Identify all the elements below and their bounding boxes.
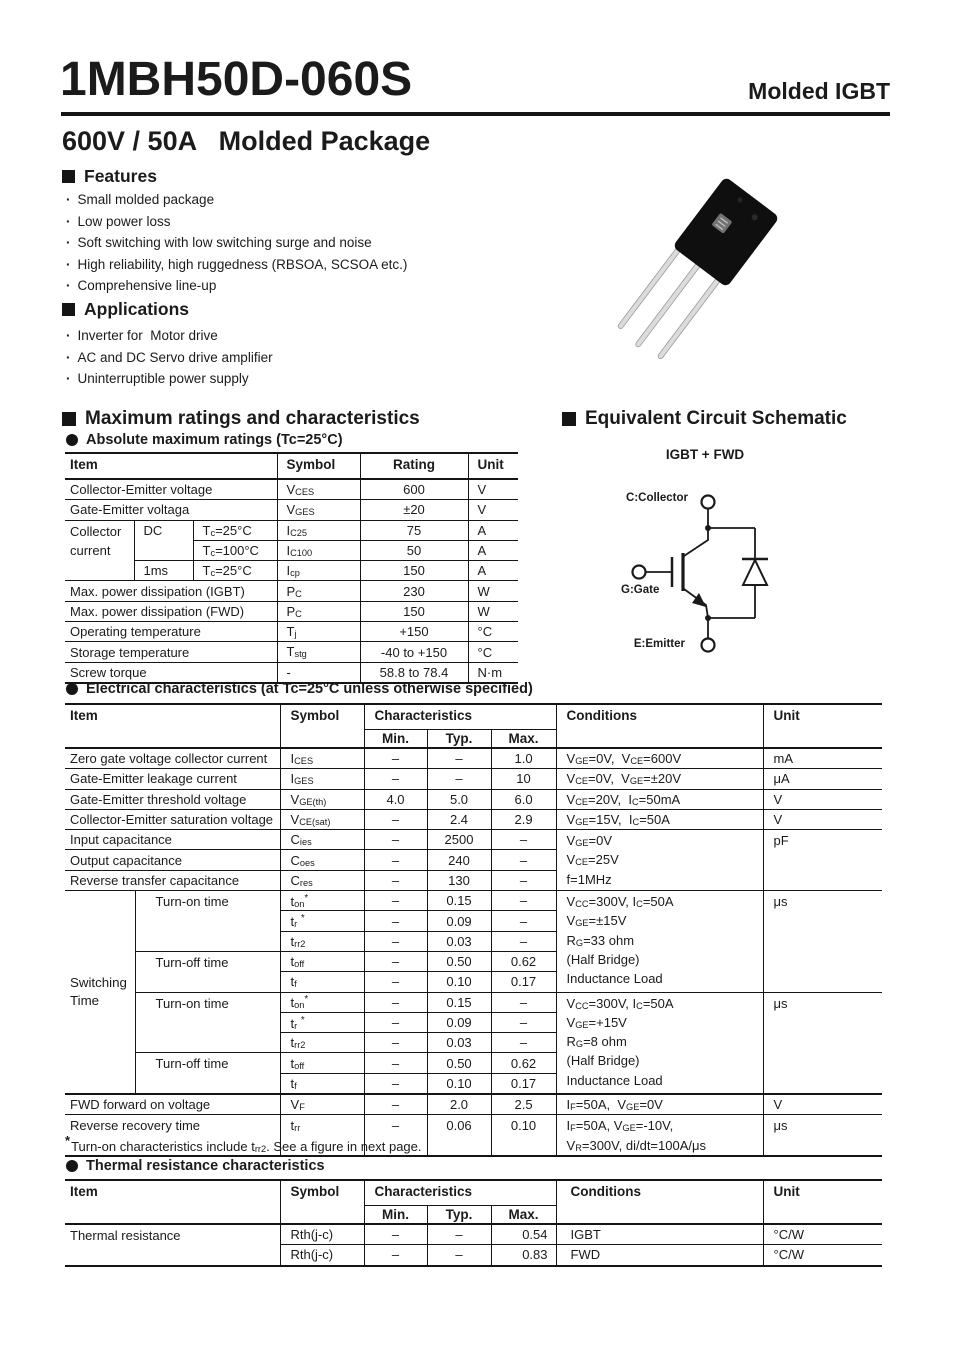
cell-symbol: ton* (280, 891, 364, 911)
cell-min: – (364, 1115, 427, 1156)
thermal-resistance-table (65, 1179, 882, 1267)
cell-max: 0.62 (491, 951, 556, 971)
cell-max: 0.62 (491, 1053, 556, 1073)
cell-min: – (364, 870, 427, 890)
table-row (65, 789, 882, 809)
emitter-terminal (702, 639, 715, 652)
cell-symbol: Rth(j-c) (280, 1224, 364, 1245)
cell-symbol: toff (280, 951, 364, 971)
cell-typ: 0.03 (427, 1033, 491, 1053)
condition-line: VGE=±15V (566, 913, 627, 929)
cell-unit: V (763, 1094, 882, 1115)
product-type-label: Molded IGBT (748, 78, 890, 104)
electrical-characteristics-table (65, 703, 882, 1157)
cell-item: Gate-Emitter voltaga (65, 500, 277, 520)
cell-conditions: VCE=0V, VGE=±20V (556, 769, 763, 789)
cell-unit: μA (763, 769, 882, 789)
cell-typ: 2.4 (427, 809, 491, 829)
abs-max-subsection-header (66, 432, 343, 448)
footnote-asterisk: * (65, 1133, 71, 1148)
footnote-text: Turn-on characteristics include trr2. See a figure in next page. (71, 1138, 422, 1154)
col-header-max: Max. (491, 1206, 556, 1225)
col-header-unit: Unit (763, 1180, 882, 1224)
cell-rating: 75 (360, 520, 468, 540)
applications-title: Applications (84, 299, 190, 319)
max-ratings-section-header (62, 408, 420, 430)
max-ratings-title: Maximum ratings and characteristics (85, 408, 420, 429)
cell-max: – (491, 870, 556, 890)
cell-conditions: VGE=0V, VCE=600V (556, 748, 763, 769)
cell-symbol: VF (280, 1094, 364, 1115)
cell-typ: 240 (427, 850, 491, 870)
features-section-header (62, 166, 157, 187)
cell-min: – (364, 891, 427, 911)
cell-conditions: FWD (556, 1245, 763, 1266)
cell-unit: V (763, 789, 882, 809)
list-item: · Comprehensive line-up (66, 275, 407, 297)
cell-rating: ±20 (360, 500, 468, 520)
features-title: Features (84, 166, 157, 186)
col-header-max: Max. (491, 730, 556, 749)
cell-unit: A (468, 540, 518, 560)
cell-typ: 2500 (427, 830, 491, 850)
condition-line: (Half Bridge) (566, 1053, 640, 1069)
cell-symbol: Cies (280, 830, 364, 850)
cell-max: – (491, 992, 556, 1012)
cell-symbol: IC25 (277, 520, 360, 540)
section-bullet-icon (66, 683, 78, 695)
cell-item-sub1: 1ms (134, 561, 193, 581)
cell-min: – (364, 1094, 427, 1115)
cell-typ: – (427, 748, 491, 769)
table-row (65, 642, 518, 662)
cell-symbol: Icp (277, 561, 360, 581)
table-row (65, 830, 882, 850)
condition-line: Inductance Load (566, 1072, 663, 1088)
package-lead (657, 277, 721, 360)
cell-max: 2.9 (491, 809, 556, 829)
cell-unit: pF (763, 830, 882, 891)
cell-max: – (491, 850, 556, 870)
col-header-item: Item (65, 1180, 280, 1224)
condition-line: IF=50A, VGE=-10V, (566, 1118, 674, 1134)
cell-symbol: Rth(j-c) (280, 1245, 364, 1266)
cell-item: Collector current (65, 520, 134, 581)
cell-item: Screw torque (65, 662, 277, 683)
cell-min: – (364, 1224, 427, 1245)
cell-rating: 230 (360, 581, 468, 601)
cell-item: Zero gate voltage collector current (65, 748, 280, 769)
cell-max: – (491, 931, 556, 951)
cell-rating: -40 to +150 (360, 642, 468, 662)
cell-symbol: tf (280, 972, 364, 992)
cell-symbol: toff (280, 1053, 364, 1073)
cell-conditions: IGBT (556, 1224, 763, 1245)
gate-terminal (633, 566, 646, 579)
cell-symbol: trr2 (280, 931, 364, 951)
cell-min: – (364, 951, 427, 971)
cell-symbol: VGE(th) (280, 789, 364, 809)
col-header-typ: Typ. (427, 1206, 491, 1225)
cell-unit: °C (468, 622, 518, 642)
cell-symbol: ton* (280, 992, 364, 1012)
cell-min: – (364, 1033, 427, 1053)
cell-typ: 0.10 (427, 972, 491, 992)
cell-typ: 0.15 (427, 891, 491, 911)
cell-unit: W (468, 581, 518, 601)
thermal-subsection-header (66, 1158, 325, 1174)
cell-typ: 130 (427, 870, 491, 890)
package-body (672, 176, 779, 287)
cell-symbol: PC (277, 601, 360, 621)
condition-line: f=1MHz (566, 871, 612, 887)
cell-item: Storage temperature (65, 642, 277, 662)
cell-min: – (364, 850, 427, 870)
cell-min: – (364, 972, 427, 992)
cell-unit: V (763, 809, 882, 829)
cell-symbol: trr2 (280, 1033, 364, 1053)
table-row (65, 1094, 882, 1115)
cell-conditions (556, 891, 763, 992)
cell-symbol: tr * (280, 911, 364, 931)
cell-symbol: - (277, 662, 360, 683)
cell-typ: 0.09 (427, 1012, 491, 1032)
table-row (65, 809, 882, 829)
table-row (65, 581, 518, 601)
schematic-variant-label: IGBT + FWD (665, 447, 745, 462)
table-header-row (65, 1180, 882, 1206)
cell-min: – (364, 809, 427, 829)
collector-label: C:Collector (626, 492, 688, 504)
diode-triangle (743, 560, 767, 585)
cell-min: – (364, 748, 427, 769)
cell-min: – (364, 1012, 427, 1032)
title-rule (61, 112, 890, 116)
cell-rating: 150 (360, 561, 468, 581)
abs-max-title: Absolute maximum ratings (Tc=25°C) (86, 432, 343, 448)
cell-min: – (364, 911, 427, 931)
cell-symbol: PC (277, 581, 360, 601)
cell-min: – (364, 769, 427, 789)
cell-item: Thermal resistance (65, 1224, 280, 1266)
cell-unit: μs (763, 891, 882, 992)
cell-typ: 0.50 (427, 951, 491, 971)
col-header-symbol: Symbol (280, 704, 364, 748)
col-header-characteristics: Characteristics (364, 1180, 556, 1206)
applications-list (66, 325, 273, 390)
table-row (65, 520, 518, 540)
cell-symbol: tr * (280, 1012, 364, 1032)
col-header-rating: Rating (360, 453, 468, 479)
col-header-unit: Unit (763, 704, 882, 748)
cell-max: – (491, 1012, 556, 1032)
section-square-icon (62, 170, 75, 183)
cell-symbol: VCES (277, 479, 360, 500)
cell-unit: V (468, 500, 518, 520)
cell-item-sub: Turn-on time (135, 992, 280, 1053)
subtitle: 600V / 50A Molded Package (62, 126, 431, 156)
package-lead (635, 262, 702, 348)
cell-rating: 150 (360, 601, 468, 621)
cell-rating: 600 (360, 479, 468, 500)
cell-symbol: tf (280, 1073, 364, 1094)
cell-conditions (556, 830, 763, 891)
schematic-title: Equivalent Circuit Schematic (585, 408, 847, 429)
condition-line: VCE=25V (566, 852, 619, 868)
section-square-icon (562, 412, 576, 426)
table-row (65, 769, 882, 789)
cell-unit: μs (763, 1115, 882, 1156)
col-header-item: Item (65, 704, 280, 748)
cell-item: Collector-Emitter voltage (65, 479, 277, 500)
table-header-row (65, 704, 882, 730)
condition-line: VGE=+15V (566, 1014, 627, 1030)
cell-symbol: IGES (280, 769, 364, 789)
cell-unit: W (468, 601, 518, 621)
col-header-characteristics: Characteristics (364, 704, 556, 730)
col-header-conditions: Conditions (556, 704, 763, 748)
package-photo (600, 158, 910, 393)
gate-label: G:Gate (621, 584, 660, 596)
cell-min: 4.0 (364, 789, 427, 809)
cell-item: Reverse transfer capacitance (65, 870, 280, 890)
cell-conditions (556, 1115, 763, 1156)
cell-item: Reverse recovery time (65, 1115, 280, 1156)
cell-max: – (491, 911, 556, 931)
cell-max: – (491, 891, 556, 911)
schematic-section-header (562, 408, 847, 430)
cell-max: 6.0 (491, 789, 556, 809)
cell-item: Output capacitance (65, 850, 280, 870)
cell-min: – (364, 830, 427, 850)
cell-item: Max. power dissipation (IGBT) (65, 581, 277, 601)
cell-item-sub2: Tc=100°C (193, 540, 277, 560)
cell-min: – (364, 1073, 427, 1094)
cell-item-sub2: Tc=25°C (193, 561, 277, 581)
electrical-subsection-header (66, 681, 533, 697)
cell-typ: – (427, 769, 491, 789)
cell-item: Gate-Emitter threshold voltage (65, 789, 280, 809)
abs-max-ratings-table (65, 452, 518, 684)
cell-symbol: VCE(sat) (280, 809, 364, 829)
cell-rating: 50 (360, 540, 468, 560)
page-title: 1MBH50D-060S (60, 53, 413, 106)
condition-line: RG=33 ohm (566, 932, 635, 948)
cell-rating: +150 (360, 622, 468, 642)
table-row (65, 479, 518, 500)
cell-max: 0.10 (491, 1115, 556, 1156)
footnote (65, 1133, 422, 1154)
list-item: · Inverter for Motor drive (66, 325, 273, 347)
cell-typ: 0.15 (427, 992, 491, 1012)
cell-min: – (364, 992, 427, 1012)
cell-unit: V (468, 479, 518, 500)
cell-max: 0.17 (491, 1073, 556, 1094)
col-header-conditions: Conditions (556, 1180, 763, 1224)
cell-max: 10 (491, 769, 556, 789)
table-row (65, 601, 518, 621)
table-row (65, 1224, 882, 1245)
cell-symbol: VGES (277, 500, 360, 520)
list-item: · Small molded package (66, 189, 407, 211)
cell-symbol: ICES (280, 748, 364, 769)
emitter-label: E:Emitter (633, 638, 685, 650)
cell-symbol: Tstg (277, 642, 360, 662)
table-row (65, 748, 882, 769)
table-row (65, 662, 518, 683)
col-header-min: Min. (364, 1206, 427, 1225)
cell-max: 0.83 (491, 1245, 556, 1266)
emitter-arrow (692, 593, 706, 607)
col-header-symbol: Symbol (280, 1180, 364, 1224)
cell-conditions: VCE=20V, IC=50mA (556, 789, 763, 809)
section-bullet-icon (66, 434, 78, 446)
cell-min: – (364, 1245, 427, 1266)
cell-min: – (364, 1053, 427, 1073)
condition-line: VCC=300V, IC=50A (566, 995, 674, 1011)
condition-line: RG=8 ohm (566, 1034, 627, 1050)
cell-min: – (364, 931, 427, 951)
col-header-item: Item (65, 453, 277, 479)
cell-rating: 58.8 to 78.4 (360, 662, 468, 683)
table-row (65, 622, 518, 642)
cell-symbol: Coes (280, 850, 364, 870)
cell-item-sub: Turn-on time (135, 891, 280, 952)
section-square-icon (62, 303, 75, 316)
cell-symbol: Cres (280, 870, 364, 890)
cell-typ: – (427, 1245, 491, 1266)
collector-terminal (702, 496, 715, 509)
cell-symbol: trr (280, 1115, 364, 1156)
cell-max: 2.5 (491, 1094, 556, 1115)
cell-typ: 2.0 (427, 1094, 491, 1115)
cell-conditions (556, 992, 763, 1094)
cell-conditions: VGE=15V, IC=50A (556, 809, 763, 829)
cell-typ: 0.03 (427, 931, 491, 951)
list-item: · Low power loss (66, 211, 407, 233)
cell-item: Collector-Emitter saturation voltage (65, 809, 280, 829)
cell-unit: °C/W (763, 1224, 882, 1245)
cell-unit: A (468, 520, 518, 540)
cell-typ: 0.50 (427, 1053, 491, 1073)
table-row (65, 891, 882, 911)
cell-unit: N·m (468, 662, 518, 683)
electrical-title: Electrical characteristics (at Tc=25°C unless otherwise specified) (86, 681, 533, 697)
cell-max: 0.17 (491, 972, 556, 992)
cell-symbol: Tj (277, 622, 360, 642)
cell-typ: 0.06 (427, 1115, 491, 1156)
condition-line: (Half Bridge) (566, 951, 640, 967)
cell-unit: °C (468, 642, 518, 662)
thermal-title: Thermal resistance characteristics (86, 1158, 325, 1174)
applications-section-header (62, 299, 189, 320)
features-list (66, 189, 407, 297)
cell-unit: μs (763, 992, 882, 1094)
cell-symbol: IC100 (277, 540, 360, 560)
cell-item-sub2: Tc=25°C (193, 520, 277, 540)
section-square-icon (62, 412, 76, 426)
cell-item-sub: Turn-off time (135, 951, 280, 992)
col-header-unit: Unit (468, 453, 518, 479)
list-item: · Soft switching with low switching surge and noise (66, 232, 407, 254)
condition-line: VR=300V, di/dt=100A/μs (566, 1137, 706, 1153)
cell-unit: °C/W (763, 1245, 882, 1266)
col-header-typ: Typ. (427, 730, 491, 749)
cell-max: – (491, 1033, 556, 1053)
list-item: · High reliability, high ruggedness (RBSOA, SCSOA etc.) (66, 254, 407, 276)
cell-item-sub: Turn-off time (135, 1053, 280, 1094)
cell-item: Operating temperature (65, 622, 277, 642)
cell-item-sub1: DC (134, 520, 193, 561)
cell-typ: 0.09 (427, 911, 491, 931)
cell-item: FWD forward on voltage (65, 1094, 280, 1115)
cell-item: Input capacitance (65, 830, 280, 850)
table-header-row (65, 453, 518, 479)
cell-max: 0.54 (491, 1224, 556, 1245)
col-header-min: Min. (364, 730, 427, 749)
cell-typ: 0.10 (427, 1073, 491, 1094)
cell-item: Max. power dissipation (FWD) (65, 601, 277, 621)
package-lead (617, 247, 681, 330)
table-row (65, 992, 882, 1012)
cell-switching-label: Switching Time (65, 891, 135, 1094)
section-bullet-icon (66, 1160, 78, 1172)
cell-conditions: IF=50A, VGE=0V (556, 1094, 763, 1115)
table-row (65, 500, 518, 520)
cell-item: Gate-Emitter leakage current (65, 769, 280, 789)
cell-max: – (491, 830, 556, 850)
cell-unit: mA (763, 748, 882, 769)
list-item: · AC and DC Servo drive amplifier (66, 347, 273, 369)
condition-line: VGE=0V (566, 833, 613, 849)
cell-max: 1.0 (491, 748, 556, 769)
list-item: · Uninterruptible power supply (66, 368, 273, 390)
cell-typ: – (427, 1224, 491, 1245)
condition-line: VCC=300V, IC=50A (566, 894, 674, 910)
col-header-symbol: Symbol (277, 453, 360, 479)
cell-unit: A (468, 561, 518, 581)
cell-typ: 5.0 (427, 789, 491, 809)
condition-line: Inductance Load (566, 971, 663, 987)
